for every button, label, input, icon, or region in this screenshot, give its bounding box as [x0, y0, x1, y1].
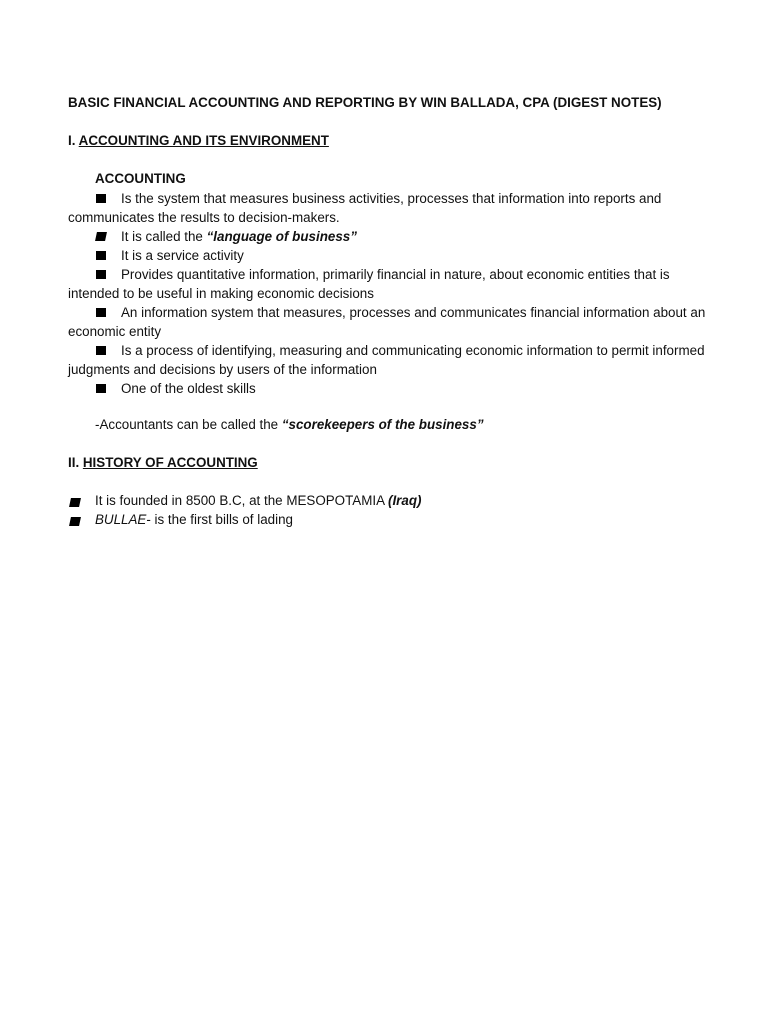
section-title: HISTORY OF ACCOUNTING	[82, 455, 258, 470]
section-title: ACCOUNTING AND ITS ENVIRONMENT	[78, 133, 329, 148]
list-item: An information system that measures, processes and communicates financial information about an economic entity	[68, 305, 706, 339]
section-number: II.	[68, 455, 83, 470]
list-item: It is called the “language of business”	[68, 227, 708, 246]
list-item: Provides quantitative information, primarily financial in nature, about economic entities that is intended to be useful in making economic decisions	[68, 267, 670, 301]
square-bullet-icon	[96, 194, 106, 203]
square-bullet-icon	[96, 270, 106, 279]
section-number: I.	[68, 133, 79, 148]
square-bullet-icon	[96, 346, 106, 355]
square-bullet-icon	[96, 251, 106, 260]
history-list-item: It is founded in 8500 B.C, at the MESOPOTAMIA (Iraq)	[68, 493, 421, 508]
square-bullet-icon	[69, 498, 81, 507]
section-heading-accounting-environment	[68, 133, 329, 148]
document-title: BASIC FINANCIAL ACCOUNTING AND REPORTING BY WIN BALLADA, CPA (DIGEST NOTES)	[68, 95, 662, 110]
square-bullet-icon	[69, 517, 81, 526]
subheading-accounting: ACCOUNTING	[95, 171, 186, 186]
accountants-note: -Accountants can be called the “scorekeepers of the business”	[95, 417, 484, 432]
emphasis-text: BULLAE	[95, 512, 147, 527]
emphasis-text: (Iraq)	[388, 493, 422, 508]
square-bullet-icon	[95, 232, 107, 241]
accounting-bullet-list	[68, 189, 708, 398]
square-bullet-icon	[96, 384, 106, 393]
square-bullet-icon	[96, 308, 106, 317]
history-list-item: BULLAE- is the first bills of lading	[68, 512, 293, 527]
emphasis-text: “scorekeepers of the business”	[281, 417, 484, 432]
list-item: Is a process of identifying, measuring and communicating economic information to permit informed judgments and decisions by users of the information	[68, 343, 705, 377]
list-item: Is the system that measures business activities, processes that information into reports and communicates the results to decision-makers.	[68, 191, 662, 225]
section-heading-history	[68, 455, 258, 470]
list-item: It is a service activity	[68, 246, 708, 265]
list-item: One of the oldest skills	[68, 379, 708, 398]
emphasis-text: “language of business”	[206, 229, 357, 244]
